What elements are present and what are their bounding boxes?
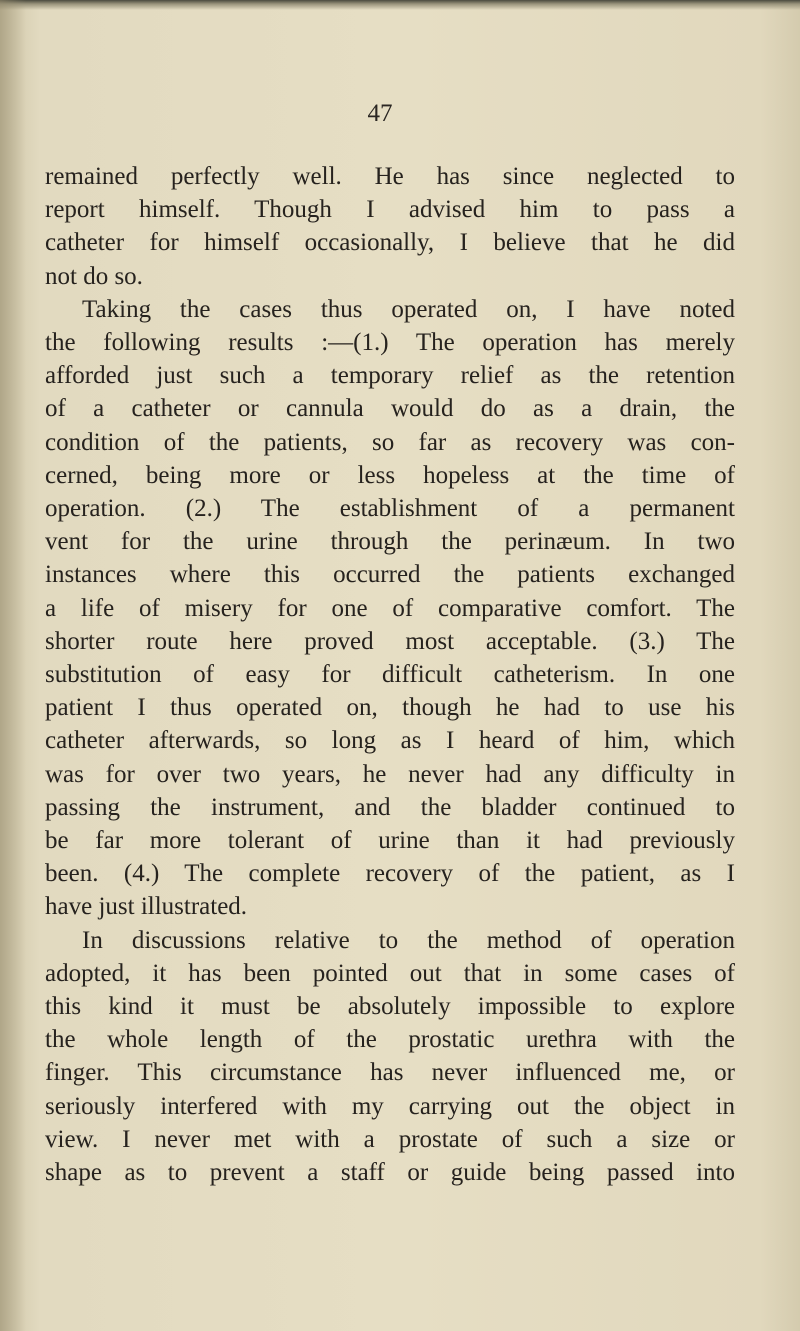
- text-line: the following results :—(1.) The operation has merely: [45, 329, 735, 357]
- text-line: afforded just such a temporary relief as the retention: [45, 362, 735, 390]
- text-line: In discussions relative to the method of operation: [82, 926, 735, 954]
- page-top-edge: [0, 0, 800, 10]
- text-line: shorter route here proved most acceptable. (3.) The: [45, 627, 735, 655]
- text-line: have just illustrated.: [45, 893, 248, 921]
- text-line: view. I never met with a prostate of such a size or: [45, 1125, 735, 1153]
- page-number: 47: [367, 100, 393, 127]
- text-line: be far more tolerant of urine than it had previously: [45, 827, 735, 855]
- text-line: Taking the cases thus operated on, I have noted: [82, 295, 735, 323]
- text-line: remained perfectly well. He has since neglected to: [45, 163, 735, 190]
- text-line: was for over two years, he never had any difficulty in: [45, 760, 735, 788]
- text-line: instances where this occurred the patients exchanged: [45, 561, 735, 589]
- text-line: not do so.: [45, 262, 143, 290]
- text-line: cerned, being more or less hopeless at the time of: [45, 461, 735, 489]
- text-line: passing the instrument, and the bladder continued to: [45, 793, 735, 821]
- binding-shadow: [0, 0, 26, 1331]
- text-line: patient I thus operated on, though he had to use his: [45, 694, 735, 722]
- text-line: report himself. Though I advised him to pass a: [45, 196, 735, 224]
- text-line: been. (4.) The complete recovery of the patient, as I: [45, 860, 735, 888]
- text-line: a life of misery for one of comparative comfort. The: [45, 594, 735, 622]
- text-line: this kind it must be absolutely impossible to explore: [45, 993, 735, 1021]
- body-text: [45, 160, 735, 1189]
- text-line: shape as to prevent a staff or guide being passed into: [45, 1159, 735, 1187]
- text-line: seriously interfered with my carrying out the object in: [45, 1092, 735, 1120]
- text-line: condition of the patients, so far as recovery was con-: [45, 428, 735, 456]
- text-line: substitution of easy for difficult catheterism. In one: [45, 661, 735, 689]
- text-line: vent for the urine through the perinæum. In two: [45, 528, 735, 556]
- text-line: catheter for himself occasionally, I believe that he did: [45, 229, 735, 257]
- text-line: adopted, it has been pointed out that in some cases of: [45, 959, 735, 987]
- text-line: of a catheter or cannula would do as a drain, the: [45, 395, 735, 423]
- text-line: the whole length of the prostatic urethra with the: [45, 1026, 735, 1054]
- text-line: catheter afterwards, so long as I heard of him, which: [45, 727, 735, 755]
- text-line: finger. This circumstance has never influenced me, or: [45, 1059, 735, 1087]
- text-line: operation. (2.) The establishment of a permanent: [45, 495, 735, 523]
